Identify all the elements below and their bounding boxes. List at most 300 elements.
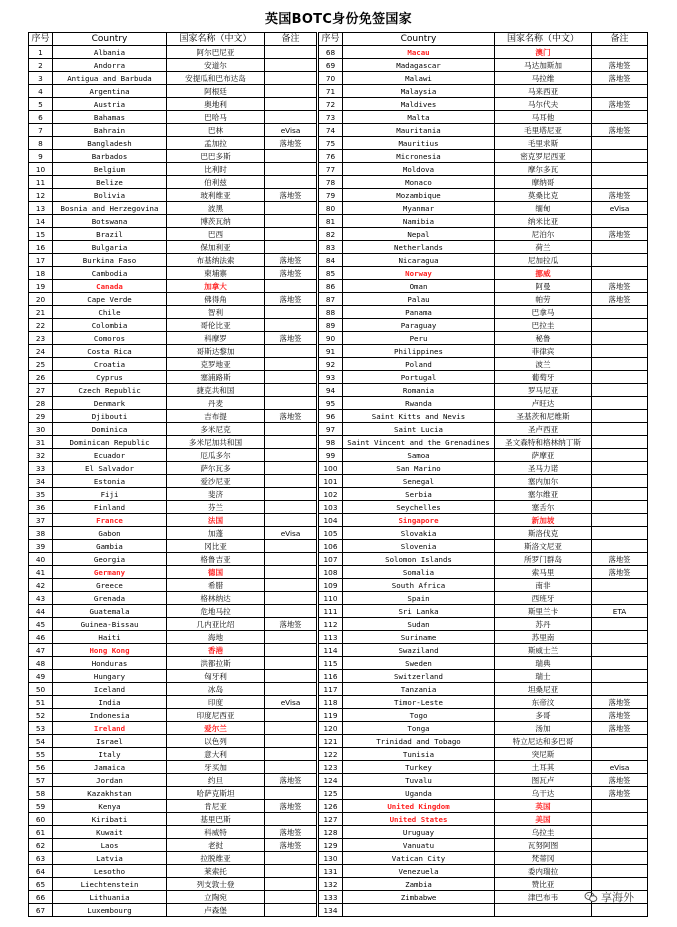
visa-note [592, 904, 648, 917]
country-name: Bosnia and Herzegovina [53, 202, 167, 215]
country-name-cn: 摩纳哥 [495, 176, 592, 189]
country-name-cn: 哈萨克斯坦 [167, 787, 265, 800]
row-number: 106 [319, 540, 343, 553]
row-number: 26 [29, 371, 53, 384]
visa-note [265, 384, 317, 397]
country-name-cn: 牙买加 [167, 761, 265, 774]
country-name-cn: 英国 [495, 800, 592, 813]
row-number: 62 [29, 839, 53, 852]
row-number: 36 [29, 501, 53, 514]
visa-note [265, 709, 317, 722]
row-number: 17 [29, 254, 53, 267]
row-number: 44 [29, 605, 53, 618]
country-name: Venezuela [343, 865, 495, 878]
country-name: Djibouti [53, 410, 167, 423]
row-number: 134 [319, 904, 343, 917]
visa-note [265, 501, 317, 514]
visa-note [592, 358, 648, 371]
country-name: Tunisia [343, 748, 495, 761]
visa-note [592, 501, 648, 514]
table-row [319, 267, 648, 280]
table-row [319, 800, 648, 813]
table-row [29, 280, 317, 293]
table-row [319, 124, 648, 137]
visa-note [592, 449, 648, 462]
visa-note: eVisa [265, 696, 317, 709]
row-number: 97 [319, 423, 343, 436]
country-name: Nepal [343, 228, 495, 241]
visa-note [265, 683, 317, 696]
country-name-cn: 毛里塔尼亚 [495, 124, 592, 137]
visa-note [265, 605, 317, 618]
table-row [319, 475, 648, 488]
visa-note [592, 319, 648, 332]
table-row [29, 683, 317, 696]
visa-note [592, 514, 648, 527]
row-number: 59 [29, 800, 53, 813]
visa-note [265, 761, 317, 774]
country-name-cn: 厄瓜多尔 [167, 449, 265, 462]
row-number: 116 [319, 670, 343, 683]
table-row [29, 293, 317, 306]
row-number: 54 [29, 735, 53, 748]
visa-note: 落地签 [592, 774, 648, 787]
row-number: 75 [319, 137, 343, 150]
table-row [29, 787, 317, 800]
country-name: Estonia [53, 475, 167, 488]
country-name-cn: 卢森堡 [167, 904, 265, 917]
country-name-cn: 老挝 [167, 839, 265, 852]
country-name: Dominica [53, 423, 167, 436]
row-number: 12 [29, 189, 53, 202]
row-number: 32 [29, 449, 53, 462]
row-number: 126 [319, 800, 343, 813]
row-number: 115 [319, 657, 343, 670]
country-name: Tonga [343, 722, 495, 735]
visa-note: 落地签 [592, 566, 648, 579]
country-name: Greece [53, 579, 167, 592]
country-name: Mauritania [343, 124, 495, 137]
visa-note [265, 891, 317, 904]
country-name-cn: 萨摩亚 [495, 449, 592, 462]
row-number: 29 [29, 410, 53, 423]
country-name-cn: 海地 [167, 631, 265, 644]
row-number: 128 [319, 826, 343, 839]
row-number: 93 [319, 371, 343, 384]
visa-note [265, 150, 317, 163]
table-row [29, 605, 317, 618]
table-row [319, 683, 648, 696]
country-name-cn: 西班牙 [495, 592, 592, 605]
visa-note [592, 670, 648, 683]
visa-note [265, 85, 317, 98]
country-name: Argentina [53, 85, 167, 98]
row-number: 18 [29, 267, 53, 280]
table-row [29, 670, 317, 683]
country-name-cn: 巴巴多斯 [167, 150, 265, 163]
country-name-cn: 巴哈马 [167, 111, 265, 124]
table-row [319, 566, 648, 579]
country-name-cn: 巴拿马 [495, 306, 592, 319]
country-name: Gambia [53, 540, 167, 553]
visa-note [592, 813, 648, 826]
table-row [319, 644, 648, 657]
visa-note [592, 488, 648, 501]
country-name-cn: 印度尼西亚 [167, 709, 265, 722]
country-name-cn: 芬兰 [167, 501, 265, 514]
country-name: Macau [343, 46, 495, 59]
country-name: Switzerland [343, 670, 495, 683]
table-row [29, 514, 317, 527]
country-name: Philippines [343, 345, 495, 358]
row-number: 85 [319, 267, 343, 280]
country-name: Honduras [53, 657, 167, 670]
country-name-cn: 列支敦士登 [167, 878, 265, 891]
table-row [319, 59, 648, 72]
country-name-cn: 赞比亚 [495, 878, 592, 891]
row-number: 19 [29, 280, 53, 293]
country-name-cn [495, 904, 592, 917]
visa-note [265, 306, 317, 319]
table-row [29, 150, 317, 163]
row-number: 105 [319, 527, 343, 540]
row-number: 38 [29, 527, 53, 540]
country-name-cn: 安提瓜和巴布达岛 [167, 72, 265, 85]
country-name: Bahamas [53, 111, 167, 124]
country-name: Singapore [343, 514, 495, 527]
country-name: Paraguay [343, 319, 495, 332]
country-name: Togo [343, 709, 495, 722]
country-name-cn: 印度 [167, 696, 265, 709]
table-row [319, 306, 648, 319]
country-name: Slovakia [343, 527, 495, 540]
row-number: 124 [319, 774, 343, 787]
country-name-cn: 罗马尼亚 [495, 384, 592, 397]
row-number: 57 [29, 774, 53, 787]
visa-note [265, 72, 317, 85]
row-number: 91 [319, 345, 343, 358]
visa-note [592, 306, 648, 319]
country-name: Israel [53, 735, 167, 748]
country-name-cn: 波黑 [167, 202, 265, 215]
visa-note [265, 657, 317, 670]
table-row [29, 449, 317, 462]
row-number: 64 [29, 865, 53, 878]
country-name: Uganda [343, 787, 495, 800]
country-name-cn: 瓦努阿图 [495, 839, 592, 852]
row-number: 39 [29, 540, 53, 553]
country-name-cn: 瑞士 [495, 670, 592, 683]
row-number: 3 [29, 72, 53, 85]
table-row [29, 397, 317, 410]
country-name-cn: 巴西 [167, 228, 265, 241]
visa-note: 落地签 [265, 293, 317, 306]
visa-note [265, 176, 317, 189]
country-name: Malawi [343, 72, 495, 85]
row-number: 133 [319, 891, 343, 904]
country-name-cn: 斯威士兰 [495, 644, 592, 657]
country-name-cn: 乌干达 [495, 787, 592, 800]
table-row [29, 475, 317, 488]
country-name: Kuwait [53, 826, 167, 839]
country-name-cn: 缅甸 [495, 202, 592, 215]
visa-note: eVisa [592, 202, 648, 215]
visa-note [265, 202, 317, 215]
visa-note: 落地签 [265, 618, 317, 631]
country-name-cn: 加拿大 [167, 280, 265, 293]
country-name: Finland [53, 501, 167, 514]
country-name: Vanuatu [343, 839, 495, 852]
country-name-cn: 委内瑞拉 [495, 865, 592, 878]
table-row [29, 241, 317, 254]
country-name: Vatican City [343, 852, 495, 865]
country-name-cn: 捷克共和国 [167, 384, 265, 397]
country-name: Luxembourg [53, 904, 167, 917]
row-number: 119 [319, 709, 343, 722]
country-name [343, 904, 495, 917]
table-row [29, 137, 317, 150]
table-row [319, 137, 648, 150]
country-name-cn: 阿根廷 [167, 85, 265, 98]
country-name-cn: 汤加 [495, 722, 592, 735]
row-number: 112 [319, 618, 343, 631]
row-number: 24 [29, 345, 53, 358]
country-name-cn: 布基纳法索 [167, 254, 265, 267]
row-number: 82 [319, 228, 343, 241]
table-row [319, 657, 648, 670]
table-row [319, 618, 648, 631]
visa-note [592, 267, 648, 280]
country-name: Georgia [53, 553, 167, 566]
row-number: 76 [319, 150, 343, 163]
table-row [319, 501, 648, 514]
table-row [29, 618, 317, 631]
visa-note [265, 397, 317, 410]
row-number: 25 [29, 358, 53, 371]
table-row [29, 189, 317, 202]
visa-note [592, 254, 648, 267]
table-row [29, 358, 317, 371]
visa-note [265, 852, 317, 865]
header-country: Country [343, 33, 495, 46]
country-name: Timor-Leste [343, 696, 495, 709]
country-name-cn: 斯里兰卡 [495, 605, 592, 618]
visa-note: eVisa [265, 527, 317, 540]
visa-note: 落地签 [265, 410, 317, 423]
table-row [29, 59, 317, 72]
row-number: 80 [319, 202, 343, 215]
row-number: 28 [29, 397, 53, 410]
row-number: 66 [29, 891, 53, 904]
visa-note [592, 215, 648, 228]
country-name-cn: 秘鲁 [495, 332, 592, 345]
row-number: 84 [319, 254, 343, 267]
visa-note [265, 462, 317, 475]
header-note: 备注 [592, 33, 648, 46]
table-row [29, 111, 317, 124]
country-name: Grenada [53, 592, 167, 605]
table-row [29, 891, 317, 904]
country-name-cn: 卢旺达 [495, 397, 592, 410]
row-number: 111 [319, 605, 343, 618]
visa-note [265, 787, 317, 800]
country-name: Maldives [343, 98, 495, 111]
row-number: 100 [319, 462, 343, 475]
visa-note [592, 735, 648, 748]
country-name: Portugal [343, 371, 495, 384]
country-name: Bulgaria [53, 241, 167, 254]
row-number: 123 [319, 761, 343, 774]
country-name-cn: 摩尔多瓦 [495, 163, 592, 176]
row-number: 56 [29, 761, 53, 774]
table-row [319, 865, 648, 878]
row-number: 129 [319, 839, 343, 852]
country-name: Germany [53, 566, 167, 579]
row-number: 109 [319, 579, 343, 592]
country-name: Netherlands [343, 241, 495, 254]
row-number: 70 [319, 72, 343, 85]
row-number: 53 [29, 722, 53, 735]
country-name-cn: 澳门 [495, 46, 592, 59]
visa-note [265, 46, 317, 59]
row-number: 108 [319, 566, 343, 579]
table-row [319, 670, 648, 683]
header-country: Country [53, 33, 167, 46]
visa-note [592, 748, 648, 761]
country-name: Chile [53, 306, 167, 319]
table-row [29, 735, 317, 748]
country-name-cn: 奥地利 [167, 98, 265, 111]
country-name: Iceland [53, 683, 167, 696]
visa-note [265, 436, 317, 449]
header-chinese-name: 国家名称（中文） [495, 33, 592, 46]
country-name: United Kingdom [343, 800, 495, 813]
visa-note: 落地签 [265, 800, 317, 813]
visa-note: 落地签 [592, 293, 648, 306]
row-number: 42 [29, 579, 53, 592]
country-name-cn: 圣基茨和尼维斯 [495, 410, 592, 423]
visa-note [592, 176, 648, 189]
country-name: Peru [343, 332, 495, 345]
visa-note: 落地签 [265, 267, 317, 280]
row-number: 13 [29, 202, 53, 215]
table-header-row [29, 33, 317, 46]
row-number: 65 [29, 878, 53, 891]
row-number: 51 [29, 696, 53, 709]
visa-note: 落地签 [592, 98, 648, 111]
row-number: 14 [29, 215, 53, 228]
table-row [29, 410, 317, 423]
row-number: 48 [29, 657, 53, 670]
country-name-cn: 挪威 [495, 267, 592, 280]
country-name-cn: 匈牙利 [167, 670, 265, 683]
country-name: Belize [53, 176, 167, 189]
country-name: Tuvalu [343, 774, 495, 787]
row-number: 6 [29, 111, 53, 124]
table-row [319, 176, 648, 189]
country-name: Albania [53, 46, 167, 59]
country-name: Jamaica [53, 761, 167, 774]
country-name: Liechtenstein [53, 878, 167, 891]
visa-note [592, 111, 648, 124]
table-row [319, 163, 648, 176]
row-number: 61 [29, 826, 53, 839]
country-name-cn: 纳米比亚 [495, 215, 592, 228]
row-number: 55 [29, 748, 53, 761]
country-name-cn: 斯洛伐克 [495, 527, 592, 540]
table-row [29, 631, 317, 644]
country-name: Comoros [53, 332, 167, 345]
country-name: Nicaragua [343, 254, 495, 267]
table-row [29, 124, 317, 137]
country-name: Zambia [343, 878, 495, 891]
country-name: Brazil [53, 228, 167, 241]
table-row [29, 319, 317, 332]
visa-note [265, 579, 317, 592]
visa-note [265, 735, 317, 748]
row-number: 15 [29, 228, 53, 241]
visa-note [592, 852, 648, 865]
table-row [319, 241, 648, 254]
visa-note: 落地签 [592, 709, 648, 722]
country-name: Bangladesh [53, 137, 167, 150]
row-number: 131 [319, 865, 343, 878]
table-row [29, 774, 317, 787]
row-number: 68 [319, 46, 343, 59]
country-name-cn: 马达加斯加 [495, 59, 592, 72]
row-number: 49 [29, 670, 53, 683]
row-number: 101 [319, 475, 343, 488]
table-row [29, 85, 317, 98]
country-name-cn: 冰岛 [167, 683, 265, 696]
visa-note: 落地签 [592, 787, 648, 800]
country-name: Guinea-Bissau [53, 618, 167, 631]
table-row [29, 228, 317, 241]
table-row [29, 436, 317, 449]
row-number: 95 [319, 397, 343, 410]
visa-note [592, 371, 648, 384]
visa-note: 落地签 [592, 280, 648, 293]
country-name-cn: 多米尼克 [167, 423, 265, 436]
table-row [319, 852, 648, 865]
country-name: Haiti [53, 631, 167, 644]
table-row [29, 540, 317, 553]
visa-note [265, 670, 317, 683]
visa-note [592, 46, 648, 59]
table-row [29, 657, 317, 670]
table-row [319, 384, 648, 397]
table-row [29, 761, 317, 774]
table-row [29, 696, 317, 709]
country-name: France [53, 514, 167, 527]
visa-note [592, 332, 648, 345]
country-name: Gabon [53, 527, 167, 540]
visa-note: 落地签 [265, 774, 317, 787]
country-name-cn: 尼泊尔 [495, 228, 592, 241]
table-row [29, 501, 317, 514]
wechat-icon [584, 890, 598, 904]
country-name: El Salvador [53, 462, 167, 475]
visa-note: eVisa [265, 124, 317, 137]
country-name-cn: 香港 [167, 644, 265, 657]
country-name-cn: 博茨瓦纳 [167, 215, 265, 228]
table-row [319, 397, 648, 410]
country-name-cn: 危地马拉 [167, 605, 265, 618]
country-name: Burkina Faso [53, 254, 167, 267]
country-name: United States [343, 813, 495, 826]
table-row [319, 787, 648, 800]
country-name: Bahrain [53, 124, 167, 137]
